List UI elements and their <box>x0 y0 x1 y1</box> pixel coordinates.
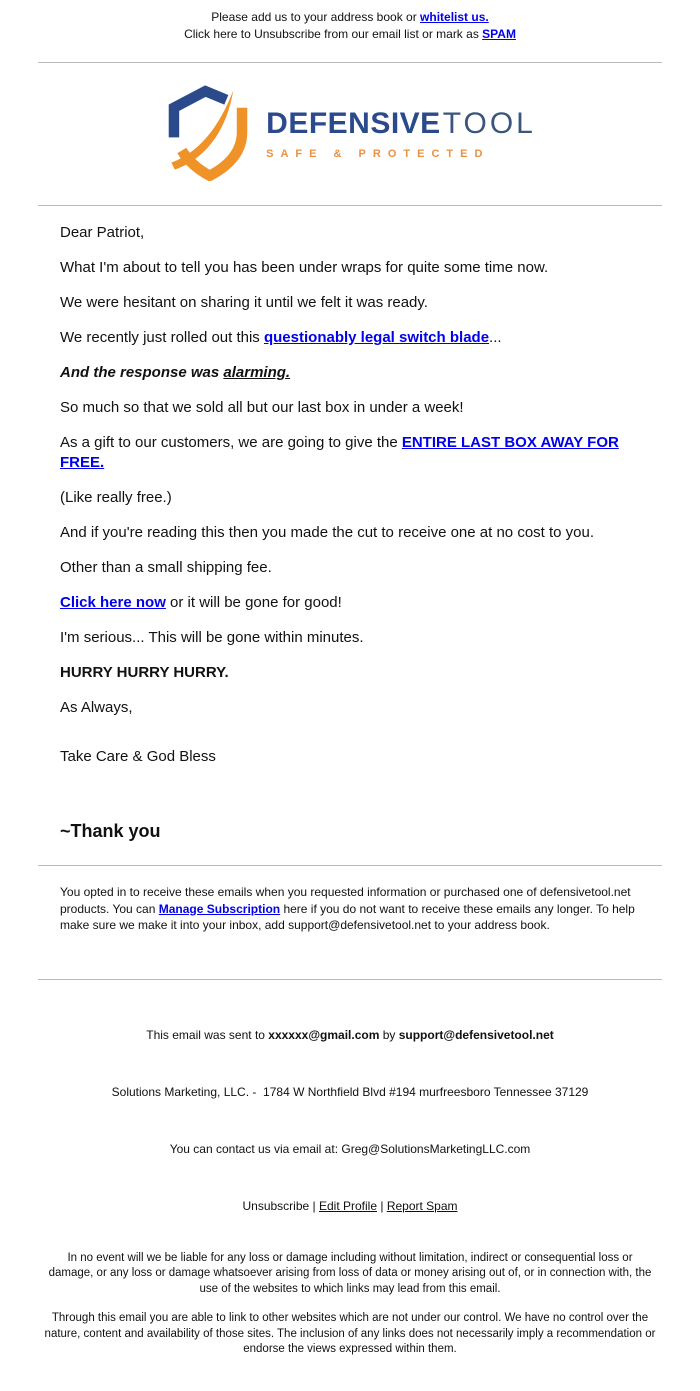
whitelist-link[interactable]: whitelist us. <box>420 10 489 24</box>
paragraph-click-now <box>60 593 658 613</box>
preheader-line1-text: Please add us to your address book or <box>211 10 421 24</box>
legal-liability: In no event will we be liable for any loss or damage including without limitation, indirect or consequential loss or damage, or any loss or damage whatsoever arising from loss of data or money arising out of, or in connection with, the use of the websites to which links may lead from this email. <box>48 1251 652 1295</box>
alarming-underline: alarming. <box>223 364 291 381</box>
paragraph-god-bless: Take Care & God Bless <box>60 748 216 765</box>
address-line: Solutions Marketing, LLC. - 1784 W Northfield Blvd #194 murfreesboro Tennessee 37129 <box>111 1084 589 1099</box>
report-spam-link[interactable]: Report Spam <box>386 1198 458 1213</box>
paragraph-rolled-out-ellipsis: ... <box>489 329 502 346</box>
footer-separator: | <box>377 1198 387 1213</box>
recipient-email: xxxxxx@gmail.com <box>268 1027 380 1042</box>
paragraph-hesitant: We were hesitant on sharing it until we felt it was ready. <box>60 294 428 311</box>
paragraph-wraps: What I'm about to tell you has been under wraps for quite some time now. <box>60 259 549 276</box>
footer <box>0 980 700 1229</box>
legal-links: Through this email you are able to link to other websites which are not under our control. We have no control over the nature, content and availability of those sites. The inclusion of any links does not necessarily imply a recommendation or endorse the views expressed within them. <box>44 1312 656 1355</box>
brand-tagline: SAFE & PROTECTED <box>266 147 490 160</box>
legal-disclaimers <box>0 1251 700 1391</box>
click-here-now-link[interactable]: Click here now <box>60 594 166 611</box>
sent-by-text: by <box>379 1027 399 1042</box>
switch-blade-link[interactable]: questionably legal switch blade <box>263 329 490 346</box>
brand-name: DEFENSIVE <box>266 106 441 140</box>
contact-line: You can contact us via email at: Greg@SolutionsMarketingLLC.com <box>169 1141 531 1156</box>
signoff: ~Thank you <box>60 821 161 841</box>
unsubscribe-link[interactable]: Unsubscribe <box>242 1198 310 1213</box>
footer-links <box>40 1199 660 1214</box>
preheader-line2 <box>0 26 700 43</box>
spam-link[interactable]: SPAM <box>482 27 516 41</box>
paragraph-response-text: And the response was <box>60 364 224 381</box>
sender-email: support@defensivetool.net <box>398 1027 554 1042</box>
optin-text-post: here if you do not want to receive these emails any longer. To help make sure we make it into your inbox, add support@defensivetool.net to your address book. <box>60 901 635 932</box>
shield-logo-icon <box>164 85 252 181</box>
paragraph-response <box>60 363 658 383</box>
sent-to-line <box>40 1028 660 1043</box>
paragraph-gift <box>60 433 658 473</box>
paragraph-as-always: As Always, <box>60 699 133 716</box>
optin-text-pre: You opted in to receive these emails when you requested information or purchased one of defensivetool.net products. You can <box>60 885 631 916</box>
divider <box>38 865 662 866</box>
preheader-line1 <box>0 9 700 26</box>
footer-separator: | <box>309 1198 319 1213</box>
paragraph-rolled-out-text: We recently just rolled out this <box>60 329 264 346</box>
paragraph-gift-text: As a gift to our customers, we are going to give the <box>60 434 402 451</box>
preheader <box>0 0 700 43</box>
preheader-line2-text: Click here to Unsubscribe from our email list or mark as <box>184 27 483 41</box>
edit-profile-link[interactable]: Edit Profile <box>318 1198 378 1213</box>
greeting: Dear Patriot, <box>60 224 145 241</box>
sent-to-text: This email was sent to <box>146 1027 269 1042</box>
paragraph-serious: I'm serious... This will be gone within minutes. <box>60 629 364 646</box>
paragraph-shipping-fee: Other than a small shipping fee. <box>60 559 272 576</box>
paragraph-sold-out: So much so that we sold all but our last box in under a week! <box>60 399 464 416</box>
brand-name-secondary: TOOL <box>442 106 536 140</box>
paragraph-click-now-text: or it will be gone for good! <box>165 594 342 611</box>
paragraph-hurry: HURRY HURRY HURRY. <box>60 664 229 681</box>
optin-note <box>0 884 700 934</box>
logo-text <box>266 107 536 160</box>
email-body <box>0 206 700 841</box>
paragraph-rolled-out <box>60 328 658 348</box>
free-box-link[interactable]: ENTIRE LAST BOX AWAY FOR FREE. <box>60 434 619 471</box>
logo <box>0 63 700 205</box>
paragraph-really-free: (Like really free.) <box>60 489 172 506</box>
paragraph-made-the-cut: And if you're reading this then you made the cut to receive one at no cost to you. <box>60 524 595 541</box>
manage-subscription-link[interactable]: Manage Subscription <box>158 901 281 916</box>
